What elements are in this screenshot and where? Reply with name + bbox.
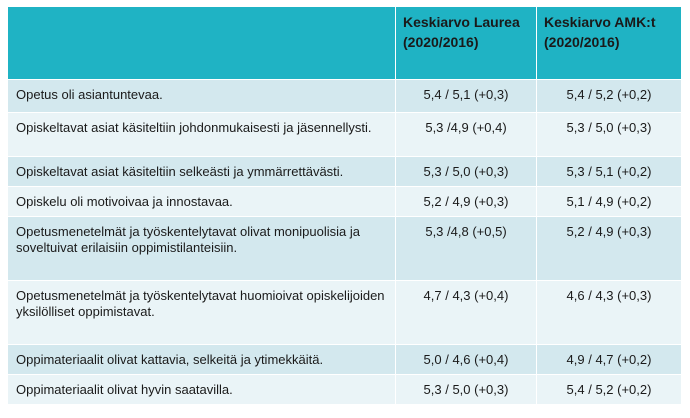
table-row bbox=[8, 375, 682, 405]
amk-value-cell: 5,4 / 5,2 (+0,2) bbox=[537, 80, 682, 113]
laurea-value-cell: 5,3 / 5,0 (+0,3) bbox=[396, 375, 537, 405]
table-row bbox=[8, 217, 682, 281]
amk-value-cell: 5,3 / 5,0 (+0,3) bbox=[537, 113, 682, 157]
statement-cell: Opiskeltavat asiat käsiteltiin selkeästi ja ymmärrettävästi. bbox=[8, 157, 396, 187]
laurea-value-cell: 5,2 / 4,9 (+0,3) bbox=[396, 187, 537, 217]
laurea-value-cell: 5,3 /4,8 (+0,5) bbox=[396, 217, 537, 281]
table-header-row bbox=[8, 7, 682, 80]
comparison-table bbox=[7, 6, 682, 405]
laurea-value-cell: 4,7 / 4,3 (+0,4) bbox=[396, 281, 537, 345]
comparison-table-wrapper bbox=[7, 6, 681, 405]
statement-cell: Opetusmenetelmät ja työskentelytavat olivat monipuolisia ja soveltuivat erilaisiin oppimistilanteisiin. bbox=[8, 217, 396, 281]
statement-cell: Opetusmenetelmät ja työskentelytavat huomioivat opiskelijoiden yksilölliset oppimistavat. bbox=[8, 281, 396, 345]
laurea-value-cell: 5,0 / 4,6 (+0,4) bbox=[396, 345, 537, 375]
amk-value-cell: 5,1 / 4,9 (+0,2) bbox=[537, 187, 682, 217]
amk-value-cell: 5,3 / 5,1 (+0,2) bbox=[537, 157, 682, 187]
statement-cell: Opiskeltavat asiat käsiteltiin johdonmukaisesti ja jäsennellysti. bbox=[8, 113, 396, 157]
laurea-value-cell: 5,4 / 5,1 (+0,3) bbox=[396, 80, 537, 113]
amk-value-cell: 5,4 / 5,2 (+0,2) bbox=[537, 375, 682, 405]
table-row bbox=[8, 80, 682, 113]
table-row bbox=[8, 157, 682, 187]
statement-cell: Opetus oli asiantuntevaa. bbox=[8, 80, 396, 113]
header-statement bbox=[8, 7, 396, 80]
amk-value-cell: 4,6 / 4,3 (+0,3) bbox=[537, 281, 682, 345]
laurea-value-cell: 5,3 /4,9 (+0,4) bbox=[396, 113, 537, 157]
header-amk-average: Keskiarvo AMK:t (2020/2016) bbox=[537, 7, 682, 80]
amk-value-cell: 5,2 / 4,9 (+0,3) bbox=[537, 217, 682, 281]
statement-cell: Oppimateriaalit olivat hyvin saatavilla. bbox=[8, 375, 396, 405]
table-row bbox=[8, 187, 682, 217]
statement-cell: Opiskelu oli motivoivaa ja innostavaa. bbox=[8, 187, 396, 217]
header-laurea-average: Keskiarvo Laurea (2020/2016) bbox=[396, 7, 537, 80]
laurea-value-cell: 5,3 / 5,0 (+0,3) bbox=[396, 157, 537, 187]
table-row bbox=[8, 345, 682, 375]
amk-value-cell: 4,9 / 4,7 (+0,2) bbox=[537, 345, 682, 375]
table-row bbox=[8, 281, 682, 345]
table-row bbox=[8, 113, 682, 157]
statement-cell: Oppimateriaalit olivat kattavia, selkeitä ja ytimekkäitä. bbox=[8, 345, 396, 375]
